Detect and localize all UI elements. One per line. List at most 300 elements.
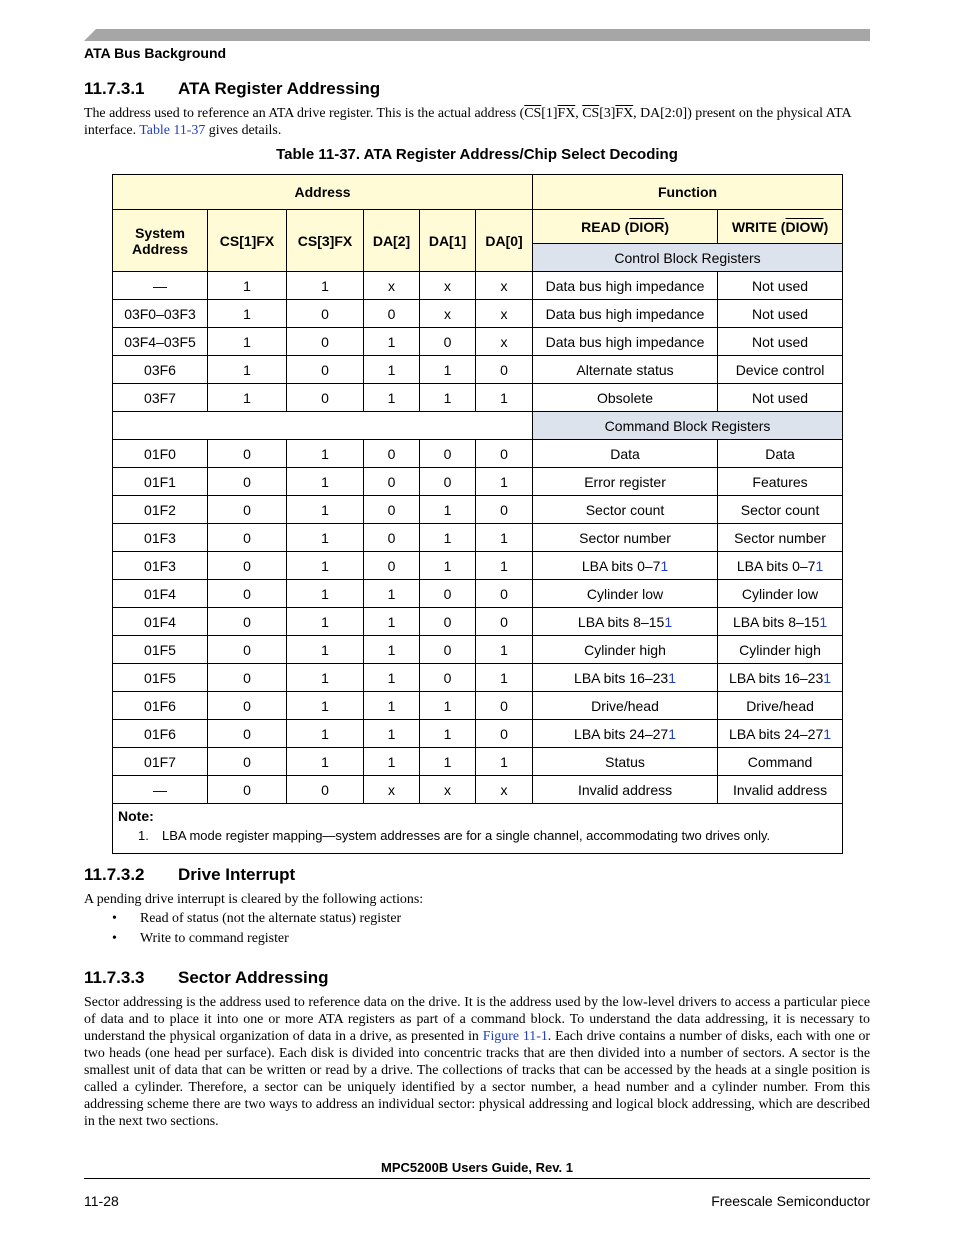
register-table: [112, 174, 843, 854]
cell-da1-text: 1: [443, 697, 452, 714]
cell-system-address: [113, 524, 208, 552]
cell-cs1: [208, 692, 287, 720]
cell-system-address: [113, 468, 208, 496]
cell-system-address: [113, 720, 208, 748]
cell-da2-text: 0: [387, 445, 396, 462]
cell-read: [533, 440, 718, 468]
list-item-text: Read of status (not the alternate status) register: [140, 911, 402, 926]
signal-cs3-fx: $\overline{FX}$: [615, 106, 634, 121]
cell-write: [718, 580, 843, 608]
cell-write: [718, 776, 843, 804]
top-bar: [84, 29, 870, 41]
cell-da0-text: 1: [500, 669, 508, 686]
cell-da0: [476, 496, 533, 524]
cell-da1: [420, 692, 476, 720]
cell-da1-text: 1: [443, 529, 452, 546]
table-row: [113, 496, 843, 524]
cell-da1-text: x: [444, 781, 451, 798]
cell-da1: [420, 524, 476, 552]
cell-read: [533, 636, 718, 664]
cell-system-address: [113, 440, 208, 468]
cell-da1-text: 0: [443, 641, 452, 658]
cell-da0-text: 0: [500, 361, 508, 378]
cell-da1: [420, 384, 476, 412]
section-title: Sector Addressing: [178, 968, 329, 987]
table-row: [113, 328, 843, 356]
cell-cs3: [287, 748, 364, 776]
table-link[interactable]: Table 11-37: [139, 123, 206, 138]
cell-da2: [364, 440, 420, 468]
cell-cs1: [208, 580, 287, 608]
section-title: ATA Register Addressing: [178, 79, 381, 98]
cell-cs1-text: 0: [243, 445, 251, 462]
col-write-label: WRITE (: [731, 218, 786, 235]
cell-da0: [476, 720, 533, 748]
cell-cs1: [208, 300, 287, 328]
cell-system-address: [113, 776, 208, 804]
signal-cs1: $\overline{CS}$: [524, 106, 542, 121]
cell-da0: [476, 636, 533, 664]
cell-da0: [476, 440, 533, 468]
note-title: Note:: [118, 808, 154, 824]
cell-da1-text: x: [444, 305, 451, 322]
cell-da2-text: x: [388, 781, 395, 798]
signal-cs1-index: [1]: [541, 106, 558, 121]
cell-write-text: Not used: [752, 333, 809, 350]
section-heading-drive-interrupt: [84, 865, 295, 885]
cell-cs3-text: 1: [321, 753, 329, 770]
cell-read: [533, 496, 718, 524]
cell-cs1-text: 0: [243, 641, 251, 658]
table-row: [113, 440, 843, 468]
footnote-ref[interactable]: 1: [819, 613, 828, 630]
cell-da1: [420, 636, 476, 664]
cell-cs1: [208, 328, 287, 356]
cell-cs1-text: 0: [243, 585, 251, 602]
cell-cs1-text: 1: [243, 361, 251, 378]
cell-write-text: LBA bits 16–23: [729, 669, 824, 686]
cell-da0: [476, 692, 533, 720]
cell-da1-text: x: [444, 277, 451, 294]
cell-da0-text: 1: [500, 389, 508, 406]
cell-da2: [364, 580, 420, 608]
cell-write: [718, 384, 843, 412]
cell-write-text: Not used: [752, 277, 809, 294]
cell-system-address: [113, 748, 208, 776]
cell-cs1-text: 0: [243, 669, 251, 686]
cell-cs3-text: 1: [321, 613, 329, 630]
table-row: [113, 776, 843, 804]
top-bar-notch: [84, 29, 96, 41]
cell-read-text: Data bus high impedance: [545, 305, 705, 322]
cell-da2-text: 1: [387, 725, 396, 742]
col-da0: DA[0]: [476, 210, 533, 272]
cell-system-address-text: 01F5: [144, 641, 176, 658]
cell-cs3: [287, 692, 364, 720]
cell-cs3-text: 1: [321, 669, 329, 686]
cell-write-text: Invalid address: [732, 781, 828, 798]
table-row: [113, 720, 843, 748]
cell-read-text: Data bus high impedance: [545, 277, 705, 294]
table-row: [113, 272, 843, 300]
cell-read-text: Sector count: [585, 501, 665, 518]
para-text: The address used to reference an ATA drive register. This is the actual address (: [84, 106, 525, 121]
page-number: 11-28: [84, 1193, 119, 1209]
cell-system-address-text: 03F7: [144, 389, 176, 406]
cell-cs1: [208, 496, 287, 524]
cell-cs3-text: 0: [321, 781, 329, 798]
cell-da1-text: 0: [443, 585, 452, 602]
cell-da1-text: 0: [443, 473, 452, 490]
cell-system-address: [113, 384, 208, 412]
col-cs3: CS[3]FX: [287, 210, 364, 272]
cell-system-address: [113, 272, 208, 300]
cell-da2: [364, 692, 420, 720]
cell-da2: [364, 356, 420, 384]
cell-da2: [364, 552, 420, 580]
note-item: [138, 828, 837, 843]
para-text: . Each drive contains a number of disks, each with one or two heads (one head per surface). Each disk is divided into concentric tracks that are then divided into a number of sectors. A sector is the smallest unit of data that can be written or read by a drive. The collections of tracks that can be accessed by the heads at a single position is called a cylinder. Therefore, a sector can be uniquely identified by a sector number, a head number and a cylinder number. From this addressing scheme there are two ways to address an individual sector: physical addressing and logical block addressing, which are described in the next two sections.: [84, 1029, 871, 1129]
cell-system-address: [113, 608, 208, 636]
cell-system-address: [113, 328, 208, 356]
cell-cs3-text: 1: [321, 529, 329, 546]
control-block-rows: [113, 272, 843, 412]
cell-system-address: [113, 552, 208, 580]
section-number: 11.7.3.2: [84, 865, 145, 884]
cell-da1-text: 0: [443, 333, 452, 350]
cell-da2-text: 1: [387, 613, 396, 630]
cell-da0-text: 0: [500, 445, 508, 462]
cell-da1-text: 1: [443, 725, 452, 742]
signal-cs1-fx: $\overline{FX}$: [557, 106, 576, 121]
cell-da2: [364, 608, 420, 636]
cell-cs3: [287, 608, 364, 636]
cell-da2-text: 1: [387, 333, 396, 350]
cell-read-text: Alternate status: [576, 361, 674, 378]
cell-write: [718, 468, 843, 496]
table-caption: Table 11-37. ATA Register Address/Chip Select Decoding: [276, 146, 678, 163]
cell-cs3: [287, 636, 364, 664]
section-paragraph: [84, 994, 870, 1130]
cell-cs1: [208, 440, 287, 468]
cell-da2: [364, 328, 420, 356]
cell-system-address-text: 01F1: [144, 473, 176, 490]
cell-write-text: LBA bits 8–15: [732, 613, 820, 630]
cell-write-text: Not used: [752, 389, 809, 406]
cell-write: [718, 608, 843, 636]
cell-read: [533, 608, 718, 636]
section-title: Drive Interrupt: [178, 865, 296, 884]
section-number: 11.7.3.1: [84, 79, 145, 98]
cell-system-address: [113, 636, 208, 664]
cell-system-address-text: 01F5: [144, 669, 176, 686]
cell-cs1-text: 0: [243, 529, 251, 546]
cell-read-text: Error register: [584, 473, 666, 490]
cell-da0-text: x: [500, 277, 508, 294]
table-row: [113, 468, 843, 496]
cell-read: [533, 580, 718, 608]
footnote-ref[interactable]: 1: [823, 669, 832, 686]
cell-da0: [476, 776, 533, 804]
cell-write: [718, 272, 843, 300]
cell-write: [718, 552, 843, 580]
cell-read-text: Invalid address: [577, 781, 673, 798]
cell-da0-text: 0: [500, 585, 508, 602]
cell-da0-text: x: [500, 781, 508, 798]
footnote-ref[interactable]: 1: [668, 725, 677, 742]
cell-cs1-text: 0: [243, 473, 251, 490]
cell-cs3: [287, 468, 364, 496]
col-read-signal: DIOR: [629, 218, 665, 235]
cell-read: [533, 356, 718, 384]
cell-da1: [420, 580, 476, 608]
cell-system-address: [113, 664, 208, 692]
cell-system-address: [113, 496, 208, 524]
note-text: LBA mode register mapping—system addresses are for a single channel, accommodating two drives only.: [162, 828, 771, 843]
command-group-row-wrap: [113, 412, 843, 440]
cell-cs1-text: 1: [243, 389, 251, 406]
cell-system-address-text: 03F4–03F5: [124, 333, 196, 350]
cell-cs3-text: 1: [321, 697, 329, 714]
cell-write: [718, 496, 843, 524]
col-da2: DA[2]: [364, 210, 420, 272]
para-text: ) present on the physical ATA interface.: [84, 106, 851, 138]
cell-read: [533, 272, 718, 300]
footnote-ref[interactable]: 1: [823, 725, 832, 742]
cell-cs3: [287, 664, 364, 692]
cell-write: [718, 748, 843, 776]
cell-system-address: [113, 300, 208, 328]
cell-da1: [420, 328, 476, 356]
cell-da0: [476, 384, 533, 412]
cell-da0-text: 1: [500, 641, 508, 658]
cell-da1-text: 1: [443, 501, 452, 518]
footnote-ref[interactable]: 1: [664, 613, 673, 630]
cell-da2: [364, 496, 420, 524]
col-read-label: READ (: [581, 218, 630, 235]
cell-da0-text: 1: [500, 753, 508, 770]
cell-da0: [476, 664, 533, 692]
cell-cs3-text: 1: [321, 445, 329, 462]
cell-read-text: LBA bits 24–27: [574, 725, 669, 742]
cell-cs1-text: 0: [243, 753, 251, 770]
cell-da0-text: 0: [500, 725, 508, 742]
cell-read: [533, 748, 718, 776]
cell-da1: [420, 664, 476, 692]
cell-da0-text: 1: [500, 557, 508, 574]
cell-cs1: [208, 664, 287, 692]
cell-da1: [420, 552, 476, 580]
footnote-ref[interactable]: 1: [660, 557, 669, 574]
cell-cs3-text: 1: [321, 557, 329, 574]
figure-link[interactable]: Figure 11-1: [482, 1029, 548, 1044]
cell-cs1: [208, 748, 287, 776]
cell-write: [718, 720, 843, 748]
note-number: 1.: [138, 828, 149, 843]
cell-da2-text: 1: [387, 697, 396, 714]
table-row: [113, 356, 843, 384]
footnote-ref[interactable]: 1: [815, 557, 824, 574]
cell-write-text: Not used: [752, 305, 809, 322]
cell-read-text: Drive/head: [591, 697, 659, 714]
col-read-close: ): [664, 218, 669, 235]
section-heading-ata-register-addressing: [84, 79, 380, 99]
cell-write: [718, 524, 843, 552]
cell-da2-text: 1: [387, 669, 396, 686]
cell-cs3-text: 0: [321, 389, 329, 406]
col-cs1: CS[1]FX: [208, 210, 287, 272]
cell-cs3-text: 0: [321, 333, 329, 350]
list-item: [84, 911, 401, 931]
cell-da1-text: 1: [443, 389, 452, 406]
cell-write-text: Sector count: [740, 501, 820, 518]
cell-read-text: Cylinder high: [584, 641, 666, 658]
cell-read-text: LBA bits 0–7: [581, 557, 661, 574]
cell-da2: [364, 664, 420, 692]
cell-cs1-text: 0: [243, 781, 251, 798]
cell-cs3: [287, 776, 364, 804]
table-row: [113, 636, 843, 664]
cell-da1: [420, 720, 476, 748]
command-block-rows: [113, 440, 843, 804]
cell-system-address-text: 03F0–03F3: [124, 305, 196, 322]
cell-cs3: [287, 328, 364, 356]
cell-cs3: [287, 272, 364, 300]
col-write-signal: DIOW: [785, 218, 824, 235]
cell-cs1: [208, 720, 287, 748]
cell-write-text: Cylinder high: [739, 641, 821, 658]
col-read: [533, 210, 718, 244]
cell-da2-text: 0: [387, 557, 396, 574]
footer-title: MPC5200B Users Guide, Rev. 1: [381, 1160, 573, 1175]
table-row: [113, 580, 843, 608]
cell-read: [533, 664, 718, 692]
cell-read: [533, 524, 718, 552]
section-paragraph: The address used to reference an ATA drive register. This is the actual address ($\overline{CS}[1]\overline{FX}$, $\overline{CS}[3]\overline{FX}$, DA[2:0]) present on the physical ATA interface. Table 11-37 gives details.: [84, 106, 851, 138]
cell-write: [718, 356, 843, 384]
cell-cs1-text: 1: [243, 333, 251, 350]
bullet-icon: •: [112, 931, 117, 946]
cell-da2-text: 0: [387, 305, 396, 322]
signal-cs3: $\overline{CS}$: [582, 106, 600, 121]
table-note: [113, 804, 843, 854]
cell-read-text: Sector number: [579, 529, 671, 546]
cell-da0: [476, 328, 533, 356]
cell-cs3: [287, 384, 364, 412]
section-paragraph: A pending drive interrupt is cleared by the following actions:: [84, 892, 424, 907]
cell-read: [533, 468, 718, 496]
cell-write-text: Drive/head: [746, 697, 814, 714]
bullet-list: [84, 911, 401, 951]
col-write-close: ): [823, 218, 829, 235]
cell-read-text: Data bus high impedance: [545, 333, 705, 350]
cell-da0-text: 1: [500, 473, 508, 490]
cell-da0-text: x: [500, 305, 508, 322]
cell-read-text: LBA bits 16–23: [574, 669, 669, 686]
table-row: [113, 748, 843, 776]
cell-da2: [364, 720, 420, 748]
cell-da0: [476, 608, 533, 636]
cell-cs1: [208, 356, 287, 384]
cell-da0: [476, 580, 533, 608]
table-row: [113, 524, 843, 552]
cell-da2-text: 0: [387, 501, 396, 518]
cell-cs1: [208, 524, 287, 552]
cell-read-text: Data: [610, 445, 640, 462]
cell-da0: [476, 300, 533, 328]
signal-cs3-index: [3]: [599, 106, 616, 121]
cell-write-text: LBA bits 0–7: [736, 557, 816, 574]
section-heading-sector-addressing: [84, 968, 329, 988]
cell-cs3: [287, 496, 364, 524]
cell-da0-text: 0: [500, 501, 508, 518]
table-row: [113, 384, 843, 412]
cell-cs3-text: 1: [321, 277, 329, 294]
para-text: gives details.: [205, 123, 282, 138]
cell-da1: [420, 272, 476, 300]
cell-da2-text: 1: [387, 361, 396, 378]
table-row: [113, 664, 843, 692]
cell-da2: [364, 384, 420, 412]
footnote-ref[interactable]: 1: [668, 669, 677, 686]
cell-cs3-text: 1: [321, 473, 329, 490]
cell-cs3-text: 1: [321, 641, 329, 658]
group-command-block: Command Block Registers: [533, 412, 843, 440]
table-row: [113, 300, 843, 328]
cell-da1: [420, 468, 476, 496]
cell-cs3: [287, 356, 364, 384]
cell-write-text: Cylinder low: [741, 585, 819, 602]
cell-cs1: [208, 468, 287, 496]
cell-cs1-text: 0: [243, 557, 251, 574]
cell-system-address-text: 01F4: [144, 585, 176, 602]
cell-cs3-text: 0: [321, 361, 329, 378]
cell-da1: [420, 300, 476, 328]
cell-system-address-text: 01F7: [144, 753, 176, 770]
list-item-text: Write to command register: [140, 931, 289, 946]
cell-cs1: [208, 776, 287, 804]
cell-da1-text: 0: [443, 669, 452, 686]
cell-da2: [364, 272, 420, 300]
cell-cs1-text: 1: [243, 305, 251, 322]
cell-da1-text: 0: [443, 445, 452, 462]
cell-da0-text: 0: [500, 613, 508, 630]
cell-write-text: Features: [752, 473, 808, 490]
cell-cs1: [208, 272, 287, 300]
cell-read: [533, 384, 718, 412]
cell-write: [718, 328, 843, 356]
cell-da2: [364, 748, 420, 776]
cell-write-text: LBA bits 24–27: [729, 725, 824, 742]
cell-system-address-text: 01F3: [144, 529, 176, 546]
cell-da2-text: 1: [387, 641, 396, 658]
cell-read: [533, 776, 718, 804]
cell-system-address-text: 01F6: [144, 725, 176, 742]
cell-da1-text: 0: [443, 613, 452, 630]
cell-da1: [420, 496, 476, 524]
cell-cs3-text: 1: [321, 585, 329, 602]
cell-da0: [476, 524, 533, 552]
cell-cs1: [208, 384, 287, 412]
cell-system-address-text: 01F2: [144, 501, 176, 518]
cell-write: [718, 692, 843, 720]
cell-write-text: Command: [747, 753, 813, 770]
cell-system-address-text: 01F6: [144, 697, 176, 714]
cell-read: [533, 692, 718, 720]
cell-da0: [476, 552, 533, 580]
cell-system-address-text: —: [153, 277, 167, 294]
para-text: Sector addressing is the address used to reference data on the drive. It is the address used by the low-level drivers to access a particular piece of data and to place it into one or more ATA registers as part of a command block. To understand the data addressing, it is necessary to understand the physical organization of data in a drive, as presented in: [84, 995, 870, 1044]
